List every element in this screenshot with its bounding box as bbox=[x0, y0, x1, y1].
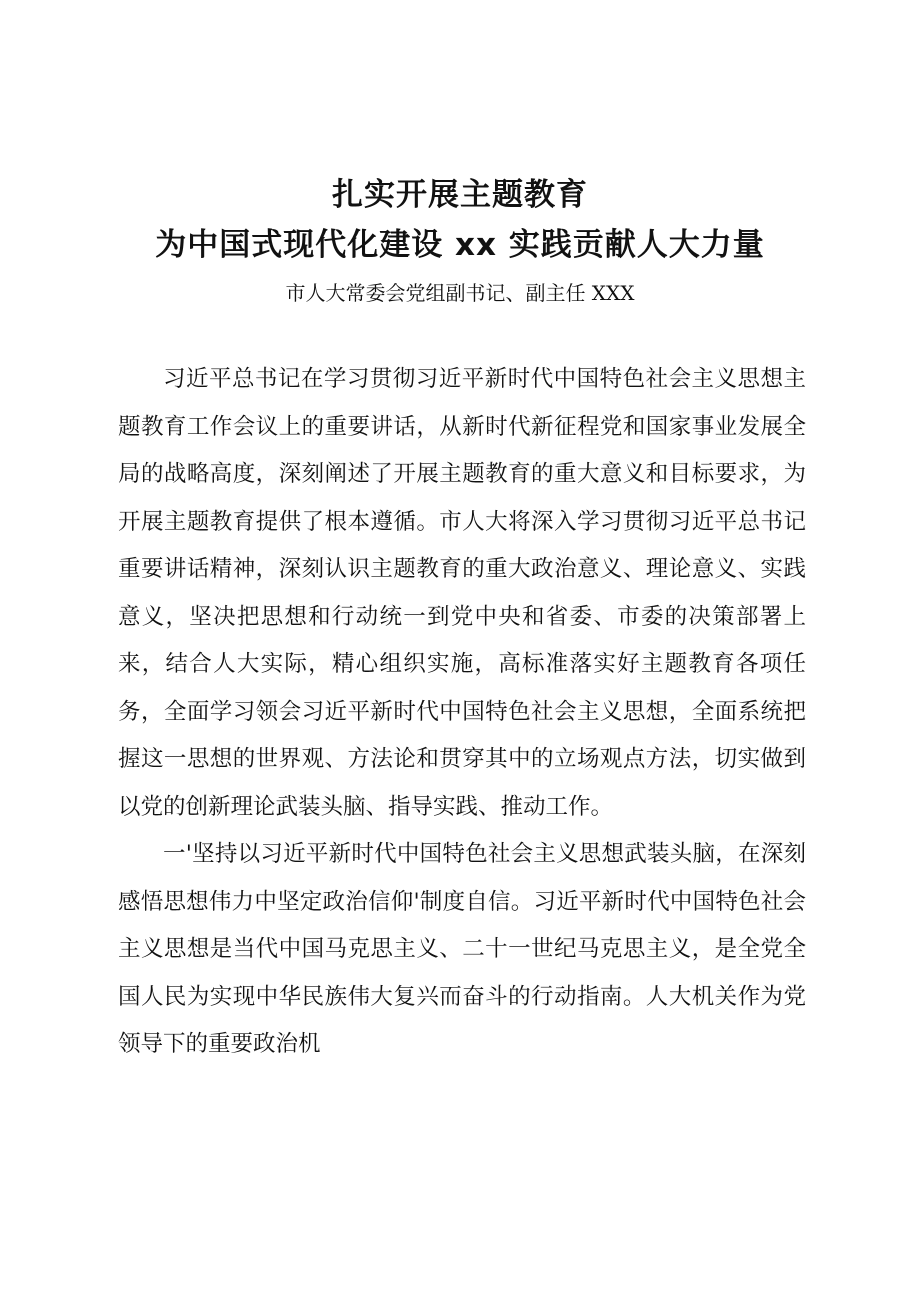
document-author: 市人大常委会党组副书记、副主任 XXX bbox=[285, 281, 635, 305]
document-body bbox=[118, 356, 806, 1069]
document-title-line-1: 扎实开展主题教育 bbox=[332, 177, 588, 213]
document-title-line-2: 为中国式现代化建设 xx 实践贡献人大力量 bbox=[155, 227, 765, 263]
body-paragraph-1: 习近平总书记在学习贯彻习近平新时代中国特色社会主义思想主题教育工作会议上的重要讲话，从新时代新征程党和国家事业发展全局的战略高度，深刻阐述了开展主题教育的重大意义和目标要求，为开展主题教育提供了根本遵循。市人大将深入学习贯彻习近平总书记重要讲话精神，深刻认识主题教育的重大政治意义、理论意义、实践意义，坚决把思想和行动统一到党中央和省委、市委的决策部署上来，结合人大实际，精心组织实施，高标准落实好主题教育各项任务，全面学习领会习近平新时代中国特色社会主义思想，全面系统把握这一思想的世界观、方法论和贯穿其中的立场观点方法，切实做到以党的创新理论武装头脑、指导实践、推动工作。 bbox=[118, 366, 806, 820]
title-block bbox=[0, 170, 920, 310]
body-paragraph-2: 一'坚持以习近平新时代中国特色社会主义思想武装头脑，在深刻感悟思想伟力中坚定政治信仰'制度自信。习近平新时代中国特色社会主义思想是当代中国马克思主义、二十一世纪马克思主义，是全党全国人民为实现中华民族伟大复兴而奋斗的行动指南。人大机关作为党领导下的重要政治机 bbox=[118, 841, 806, 1057]
